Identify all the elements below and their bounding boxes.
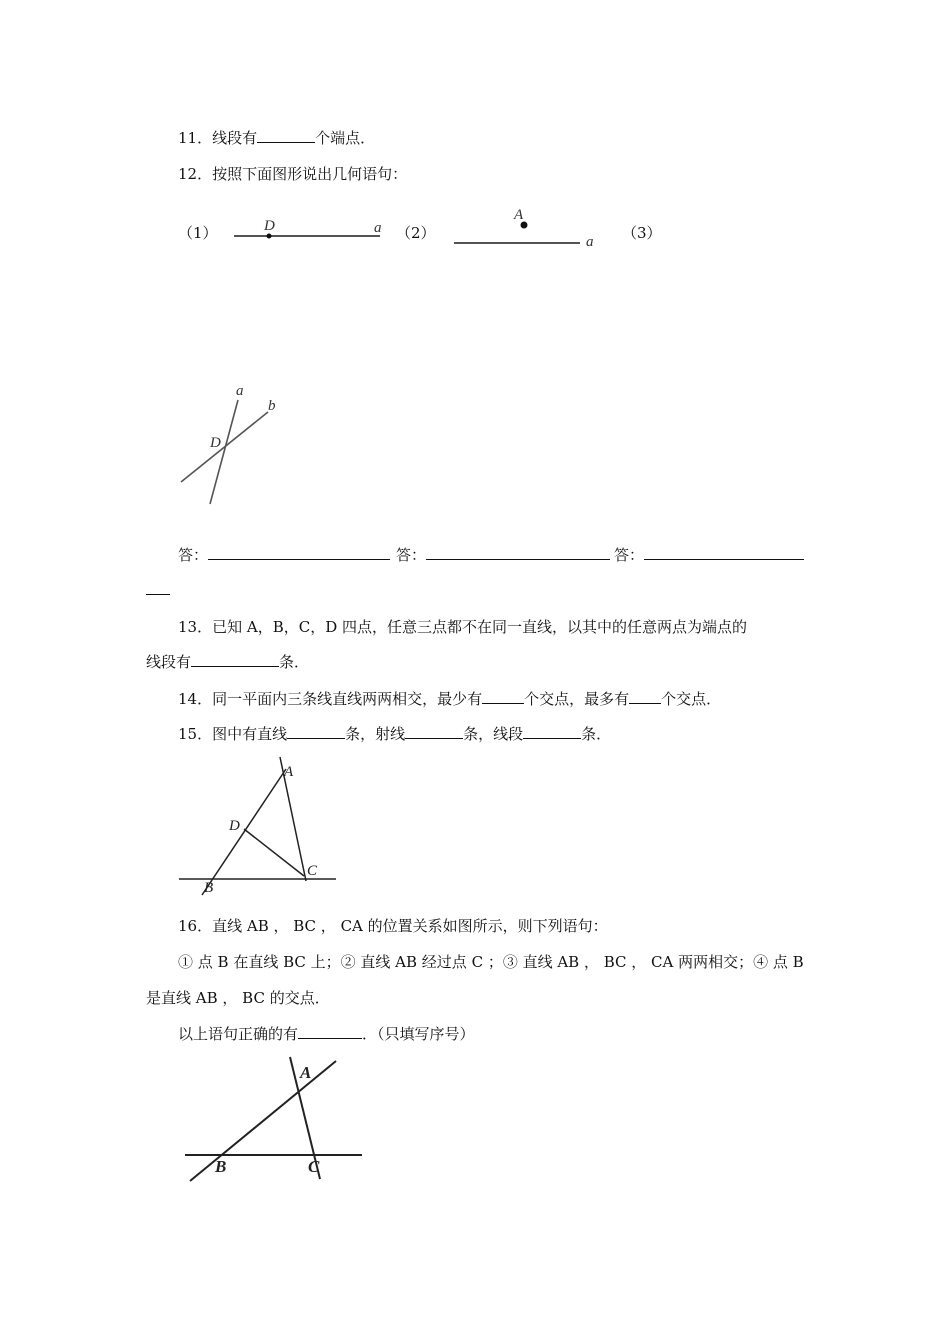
q13-blank[interactable] (191, 652, 279, 667)
q12-label-3: （3） (622, 224, 662, 242)
q15 (178, 724, 611, 744)
q13-text-pre: 线段有 (146, 653, 192, 671)
q12-label-2: （2） (396, 224, 436, 242)
q12-number: 12． (178, 165, 213, 183)
q15-figure (170, 755, 350, 900)
q15-blank-segments[interactable] (523, 724, 581, 739)
line-a-label: a (374, 220, 382, 236)
answer-blank-2[interactable] (426, 545, 610, 560)
q15-blank-rays[interactable] (405, 724, 463, 739)
q14-text-2: 个交点，最多有 (524, 690, 630, 708)
answer-label: 答： (614, 546, 645, 564)
q14-blank-min[interactable] (482, 689, 524, 704)
q14-text-3: 个交点． (661, 690, 722, 708)
point-b-label: B (215, 1157, 227, 1176)
point-d-label: D (264, 218, 275, 234)
line-a-label: a (586, 234, 594, 250)
answer-blank-3-cont[interactable] (146, 580, 170, 595)
q13-text-post: 条． (279, 653, 310, 671)
point-a-label: A (284, 764, 294, 780)
answer-blank-3[interactable] (644, 545, 804, 560)
q11-text-post: 个端点． (315, 129, 376, 147)
q13-line-2 (146, 652, 309, 672)
q16-ask (178, 1024, 475, 1044)
q16-ask-pre: 以上语句正确的有 (178, 1025, 299, 1043)
answer-blank-1[interactable] (208, 545, 390, 560)
q14-blank-max[interactable] (629, 689, 661, 704)
line-a (210, 400, 238, 504)
q14 (178, 689, 721, 709)
point-d-label: D (229, 818, 240, 834)
q12-answer-1 (178, 545, 390, 565)
point-d-dot (267, 234, 272, 239)
q15-text-2: 条，射线 (345, 725, 406, 743)
point-c-label: C (307, 863, 318, 879)
q16-figure (180, 1055, 370, 1185)
q12-answer-3 (614, 545, 804, 565)
point-c-label: C (308, 1157, 320, 1176)
q16-intro-text: 直线 AB ， BC ， CA 的位置关系如图所示，则下列语句： (212, 917, 608, 935)
q12-text: 按照下面图形说出几何语句： (212, 165, 408, 183)
segment-dc (244, 829, 304, 876)
q12-figure-3 (170, 378, 290, 510)
q13-text: 已知 A，B，C，D 四点，任意三点都不在同一直线，以其中的任意两点为端点的 (212, 618, 747, 636)
q16-ask-post: ．（只填写序号） (362, 1025, 475, 1043)
q12-answer-2 (396, 545, 610, 565)
q15-text-3: 条，线段 (463, 725, 524, 743)
q15-number: 15． (178, 725, 213, 743)
line-b-label: b (268, 398, 276, 414)
q14-number: 14． (178, 690, 213, 708)
point-a-label: A (300, 1063, 312, 1082)
q15-text-1: 图中有直线 (212, 725, 288, 743)
q13-number: 13． (178, 618, 213, 636)
q14-text-1: 同一平面内三条线直线两两相交，最少有 (212, 690, 483, 708)
q16-blank[interactable] (298, 1024, 362, 1039)
answer-label: 答： (178, 546, 209, 564)
answer-label: 答： (396, 546, 427, 564)
q12-figure-2 (446, 200, 616, 252)
point-b-label: B (204, 880, 214, 896)
q16-intro (178, 916, 608, 936)
q15-text-4: 条． (581, 725, 612, 743)
q13-line-1 (178, 617, 747, 637)
q11-number: 11． (178, 129, 213, 147)
q11-text-pre: 线段有 (212, 129, 258, 147)
q12-label-1: （1） (178, 224, 218, 242)
q16-number: 16． (178, 917, 213, 935)
segment-ab (202, 769, 286, 895)
point-a-label: A (514, 207, 524, 223)
q12-answer-3-cont (146, 580, 170, 600)
q16-statements-1: ① 点 B 在直线 BC 上；② 直线 AB 经过点 C ；③ 直线 AB ， BC ， CA 两两相交；④ 点 B (178, 953, 804, 971)
q12 (178, 164, 407, 184)
q16-statements-2: 是直线 AB ， BC 的交点． (146, 989, 330, 1007)
q11-blank[interactable] (257, 128, 315, 143)
line-a-label: a (236, 383, 244, 399)
q15-blank-lines[interactable] (287, 724, 345, 739)
q12-figure-1 (220, 210, 400, 250)
point-d-label: D (210, 435, 221, 451)
q11 (178, 128, 375, 148)
line-b (181, 412, 268, 482)
